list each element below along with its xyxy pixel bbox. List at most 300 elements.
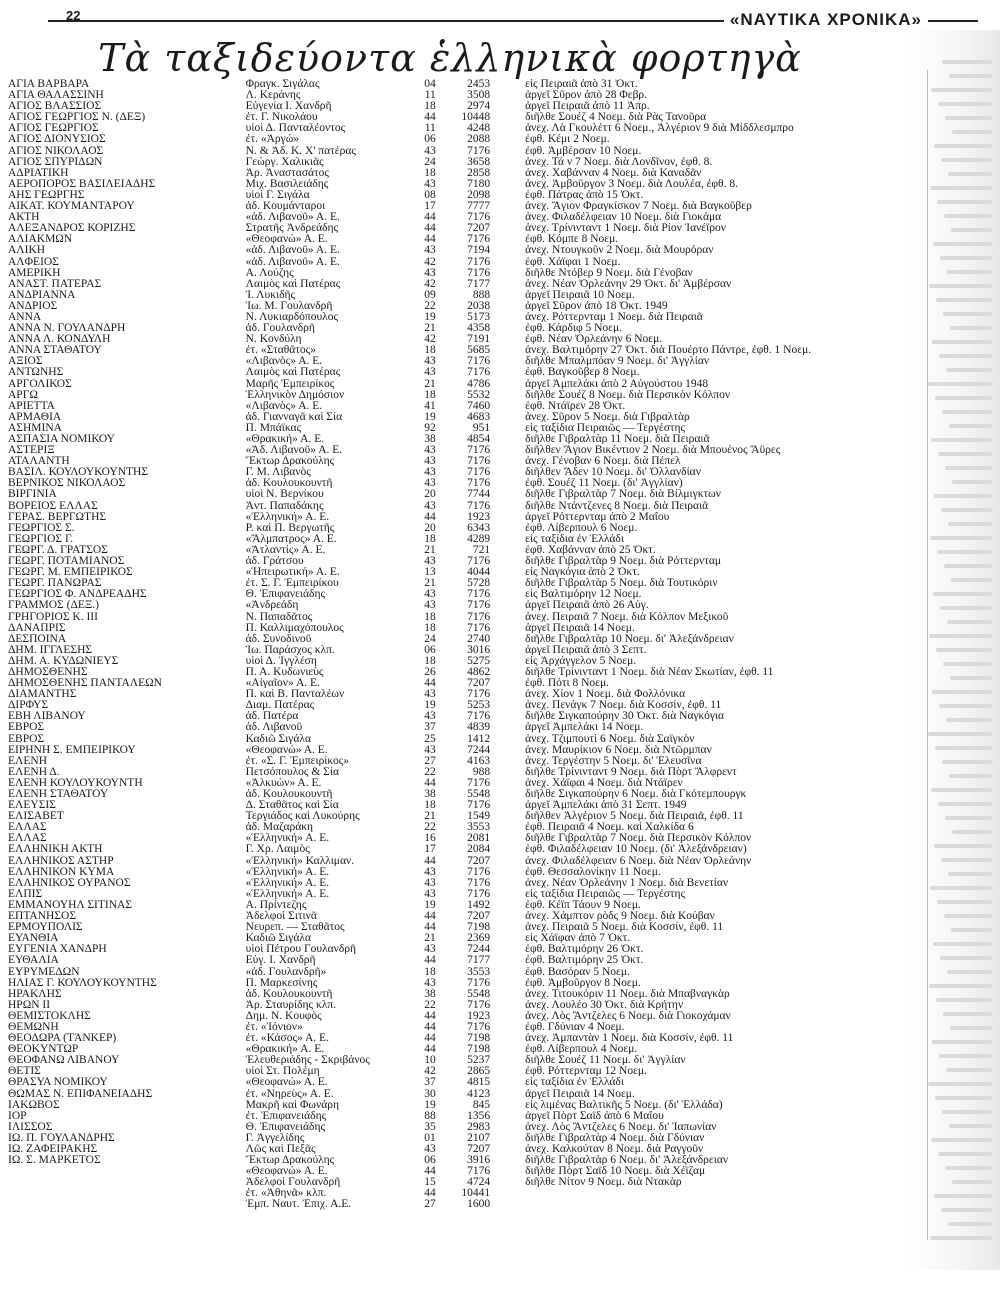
ship-name: ΙΑΚΩΒΟΣ [8, 1098, 60, 1110]
ship-owner: Μακρῆ καὶ Φωνάρη [245, 1098, 339, 1110]
ship-owner: Θ. Ἐπιφανειάδης [245, 1120, 326, 1132]
ship-tonnage: 7244 [467, 743, 491, 755]
ship-owner: «Λιβανὸς» Α. Ε. [245, 355, 323, 367]
ship-name: ΘΕΟΚΥΝΤΩΡ [8, 1043, 79, 1055]
facing-page-edge [908, 30, 1000, 1270]
ship-row [8, 1187, 884, 1198]
ship-tonnage: 7176 [467, 799, 491, 811]
ship-owner: Ἐμπ. Ναυτ. Ἐπιχ. Α.Ε. [245, 1198, 352, 1210]
facing-page-text-line [947, 970, 992, 974]
ship-tonnage: 7176 [467, 477, 491, 489]
ship-row [8, 633, 884, 644]
ship-code: 22 [424, 998, 436, 1010]
ship-name: ΑΓΙΑ ΘΑΛΑΣΣΙΝΗ [8, 89, 104, 101]
ship-status: διῆλθε Σουέζ 11 Νοεμ. δι' Ἀγγλίαν [525, 1054, 686, 1066]
ship-name: ΑΕΡΟΠΟΡΟΣ ΒΑΣΙΛΕΙΑΔΗΣ [8, 177, 156, 189]
ship-status: ἀνεχ. Λουλέο 30 Ὀκτ. διὰ Κρήτην [525, 998, 684, 1010]
ship-owner: ἀδ. Γράτσου [245, 555, 304, 567]
facing-page-text-line [938, 802, 992, 806]
ship-status: εἰς ταξίδια Πειραιῶς — Τεργέστης [525, 887, 686, 899]
ship-owner: Καδιῶ Σιγάλα [245, 932, 312, 944]
ship-owner: Ἀδελφοὶ Σιτινᾶ [245, 910, 317, 922]
ship-row [8, 133, 884, 144]
ship-code: 18 [424, 166, 436, 178]
ship-owner: «Θεοφανώ» Α. Ε. [245, 1076, 328, 1088]
ship-owner: Στρατῆς Ἀνδρεάδης [245, 222, 339, 234]
ship-code: 22 [424, 821, 436, 833]
ship-status: διῆλθε Γιβραλτὰρ 11 Νοεμ. διὰ Πειραιᾶ [525, 433, 710, 445]
ship-status: ἀνεχ. Γένοβαν 6 Νοεμ. διὰ Πέπελ [525, 455, 681, 467]
ship-code: 17 [424, 843, 436, 855]
ship-name: ΘΩΜΑΣ Ν. ΕΠΙΦΑΝΕΙΑΔΗΣ [8, 1087, 153, 1099]
ship-row [8, 954, 884, 965]
ship-code: 18 [424, 799, 436, 811]
ship-name: ΔΗΜ. Α. ΚΥΔΩΝΙΕΥΣ [8, 654, 119, 666]
ship-code: 21 [424, 577, 436, 589]
facing-page-text-line [931, 788, 992, 792]
ship-owner: Λαιμὸς καὶ Πατέρας [245, 277, 341, 289]
ship-row [8, 932, 884, 943]
facing-page-text-line [940, 256, 992, 260]
ship-name: ΑΝΝΑ Λ. ΚΟΝΔΥΛΗ [8, 333, 111, 345]
ship-owner: «Θεοφανώ» Α. Ε. [245, 743, 328, 755]
ship-tonnage: 7207 [467, 222, 491, 234]
ship-row [8, 577, 884, 588]
ship-status: διῆλθε Ντάντζενες 8 Νοεμ. διὰ Πειραιᾶ [525, 499, 709, 511]
ship-code: 43 [424, 144, 436, 156]
ship-code: 18 [424, 388, 436, 400]
ship-row [8, 378, 884, 389]
ship-status: ἀνεχ. Ἅγιον Φραγκίσκον 7 Νοεμ. διὰ Βαγκοῦβερ [525, 200, 752, 212]
facing-page-text-line [950, 676, 992, 680]
ship-name: ΕΛΛΑΣ [8, 832, 47, 844]
ship-row [8, 222, 884, 233]
ship-owner: Ἕκτωρ Δρακούλης [245, 1154, 335, 1166]
facing-page-text-line [947, 620, 992, 624]
ship-row [8, 555, 884, 566]
ship-owner: Ν. Κονδύλη [245, 333, 302, 345]
ship-owner: Ἰω. Παράσχος κλπ. [245, 643, 335, 655]
ship-row [8, 799, 884, 810]
ship-row [8, 311, 884, 322]
facing-page-text-line [935, 396, 992, 400]
ship-status: διῆλθε Τρίνινταντ 1 Νοεμ. διὰ Νέαν Σκωτίαν, ἐφθ. 11 [525, 665, 774, 678]
ship-tonnage: 4724 [467, 1176, 491, 1188]
ship-owner: υἱοὶ Πέτρου Γουλανδρῆ [245, 943, 357, 955]
ship-status: ἀνεχ. Τά ν 7 Νοεμ. διὰ Λονδῖνον, ἐφθ. 8. [525, 155, 713, 167]
ship-tonnage: 7176 [467, 266, 491, 278]
ship-row [8, 710, 884, 721]
ship-owner: Π. Μπάϊκας [245, 421, 302, 433]
ship-tonnage: 4123 [467, 1087, 491, 1099]
ship-code: 21 [424, 543, 436, 556]
ship-code: 43 [424, 887, 436, 899]
ship-tonnage: 7198 [467, 1043, 491, 1055]
ship-status: ἀνεχ. Χάϊφαι 4 Νοεμ. διὰ Ντάϊρεν [525, 776, 683, 788]
ship-row [8, 977, 884, 988]
ship-row [8, 267, 884, 278]
ship-code: 43 [424, 555, 436, 567]
ship-row [8, 1021, 884, 1032]
ship-row [8, 655, 884, 666]
ship-tonnage: 2084 [467, 843, 491, 855]
ship-owner: «Θρακική» Α. Ε. [245, 1043, 325, 1055]
ship-owner: ἀδ. Γουλανδρῆ [245, 322, 315, 334]
ship-row [8, 111, 884, 122]
ship-row [8, 1143, 884, 1154]
ship-code: 44 [424, 1020, 436, 1033]
ship-row [8, 366, 884, 377]
ship-code: 43 [424, 1143, 436, 1155]
ship-owner: ἀδ. Γιανναγᾶ καὶ Σία [245, 410, 343, 422]
ship-name: ΔΗΜ. ΙΓΓΛΕΣΗΣ [8, 643, 93, 655]
facing-page-text-line [947, 270, 992, 274]
ship-code: 35 [424, 1120, 436, 1132]
ship-owner: Π. Α. Κυδωνιεὺς [245, 665, 324, 678]
ship-row [8, 821, 884, 832]
ship-name: ΔΑΝΑΠΡΙΣ [8, 621, 66, 633]
ship-name: ΗΡΩΝ ΙΙ [8, 998, 51, 1010]
ship-row [8, 855, 884, 866]
facing-page-text-line [944, 564, 992, 568]
ship-name: ΓΕΩΡΓΙΟΣ Γ. [8, 532, 74, 544]
ship-owner: «ἀδ. Λιβανοῦ» Α. Ε. [245, 244, 340, 256]
facing-page-text-line [928, 732, 992, 736]
ship-tonnage: 5685 [467, 344, 491, 356]
ship-status: ἀργεῖ Σῦρον ἀπὸ 18 Ὀκτ. 1949 [525, 299, 668, 311]
ship-name: ΙΛΙΣΣΟΣ [8, 1120, 53, 1132]
ship-status: ἐφθ. Βαλτιμόρην 26 Ὀκτ. [525, 943, 644, 955]
ship-code: 43 [424, 455, 436, 467]
ship-name: ΑΚΤΗ [8, 211, 40, 223]
ship-code: 15 [424, 1176, 436, 1188]
ship-code: 43 [424, 477, 436, 489]
ship-row [8, 533, 884, 544]
facing-page-text-line [952, 480, 992, 484]
ship-name: ΕΛΛΗΝΙΚΟΣ ΑΣΤΗΡ [8, 854, 114, 866]
ship-code: 22 [424, 765, 436, 777]
ship-owner: «Ἑλληνική» Α. Ε. [245, 832, 330, 844]
ship-row [8, 1054, 884, 1065]
facing-page-text-line [948, 1222, 992, 1226]
ship-owner: Α. Λούζης [245, 266, 294, 278]
ship-owner: Ν. & Ἀδ. Κ. Χ' πατέρας [245, 144, 356, 156]
ship-name: ΓΕΩΡΓ. Μ. ΕΜΠΕΙΡΙΚΟΣ [8, 566, 133, 578]
ship-code: 44 [424, 776, 436, 788]
ship-tonnage: 2107 [467, 1131, 491, 1143]
ship-tonnage: 4815 [467, 1076, 491, 1088]
ship-code: 08 [424, 188, 436, 201]
ship-owner: «Ἀνδρεάδη [245, 599, 299, 611]
ship-code: 43 [424, 499, 436, 511]
ship-name: ΑΝΝΑ Ν. ΓΟΥΛΑΝΔΡΗ [8, 322, 126, 334]
ship-owner: Νευρεπ. — Σταθᾶτος [245, 921, 345, 933]
ship-tonnage: 7176 [467, 998, 491, 1010]
ship-tonnage: 2038 [467, 299, 491, 311]
ship-tonnage: 888 [472, 288, 491, 300]
ship-tonnage: 7207 [467, 910, 491, 922]
facing-page-text-line [951, 228, 992, 232]
ship-code: 01 [424, 1131, 436, 1143]
facing-page-text-line [943, 312, 992, 316]
ship-name: ΕΛΕΝΗ ΣΤΑΘΑΤΟΥ [8, 788, 109, 800]
ship-name: ΔΕΣΠΟΙΝΑ [8, 632, 67, 644]
ship-status: ἀργεῖ Ἀμπελάκι ἀπὸ 2 Αὐγούστου 1948 [525, 377, 709, 389]
facing-page-text-line [934, 494, 992, 498]
ship-status: ἀνεχ. Λὰ Γκουλέττ 6 Νοεμ., Ἀλγέριον 9 διὰ Μίδδλεσμπρο [525, 122, 794, 134]
ship-status: διῆλθε Σιγκαπούρην 6 Νοεμ. διὰ Γκότεμπουργκ [525, 788, 747, 800]
ship-tonnage: 4163 [467, 754, 491, 766]
ship-row [8, 755, 884, 766]
ship-name: ΕΛΕΥΣΙΣ [8, 799, 56, 811]
ship-tonnage: 5728 [467, 577, 491, 589]
ship-status: ἐφθ. Λίβερπουλ 4 Νοεμ. [525, 1043, 638, 1055]
ship-name: ΗΡΑΚΛΗΣ [8, 987, 62, 999]
ship-owner: ἐτ. «Νηρεὺς» Α. Ε. [245, 1087, 334, 1099]
ship-status: ἀνεχ. Ρόττερνταμ 1 Νοεμ. διὰ Πειραιᾶ [525, 310, 703, 323]
facing-page-text-line [937, 900, 992, 904]
ship-row [8, 832, 884, 843]
ship-row [8, 256, 884, 267]
ship-tonnage: 5548 [467, 987, 491, 999]
ship-tonnage: 2858 [467, 166, 491, 178]
ship-tonnage: 7244 [467, 943, 491, 955]
ship-code: 42 [424, 255, 436, 267]
ship-tonnage: 1356 [467, 1109, 491, 1121]
ship-row [8, 400, 884, 411]
ship-status: ἐφθ. Κάρδιφ 5 Νοεμ. [525, 322, 623, 334]
ship-name: ΓΕΩΡΓΙΟΣ Φ. ΑΝΔΡΕΑΔΗΣ [8, 588, 147, 600]
ship-row [8, 1088, 884, 1099]
ship-status: ἐφθ. Βαγκοῦβερ 8 Νοεμ. [525, 366, 640, 378]
ship-tonnage: 7176 [467, 355, 491, 367]
facing-page-text-line [938, 1152, 992, 1156]
ship-owner: Λ. Κεράνης [245, 89, 301, 101]
ship-owner: Ἀδελφοὶ Γουλανδρῆ [245, 1176, 341, 1188]
ship-name: ΑΓΙΟΣ ΓΕΩΡΓΙΟΣ [8, 122, 99, 134]
ship-tonnage: 3553 [467, 965, 491, 977]
ship-code: 24 [424, 632, 436, 644]
facing-page-text-line [942, 760, 992, 764]
ship-owner: «Αἰγαῖον» Α. Ε. [245, 677, 320, 689]
ship-tonnage: 7207 [467, 677, 491, 689]
ship-owner: «Ἀδ. Λιβανοῦ» Α. Ε. [245, 444, 343, 456]
ship-name: ΑΣΗΜΙΝΑ [8, 421, 62, 433]
ship-row [8, 1032, 884, 1043]
facing-page-text-line [939, 1054, 992, 1058]
ship-tonnage: 4862 [467, 665, 491, 678]
ship-tonnage: 6343 [467, 521, 491, 533]
ship-code: 27 [424, 754, 436, 766]
ship-owner: «Θεοφανώ» Α. Ε. [245, 1165, 328, 1177]
ship-status: ἀργεῖ Πειραιᾶ 10 Νοεμ. [525, 288, 635, 300]
ship-status: διῆλθε Ντόβερ 9 Νοεμ. διὰ Γένοβαν [525, 266, 693, 278]
facing-page-text-line [943, 662, 992, 666]
ship-status: διῆλθε Σιγκαπούρην 30 Ὀκτ. διὰ Ναγκόγια [525, 710, 725, 722]
ship-code: 88 [424, 1109, 436, 1121]
ship-row [8, 511, 884, 522]
ship-status: ἀνεχ. Φιλαδέλφειαν 10 Νοεμ. διὰ Γιοκάμα [525, 211, 722, 223]
facing-page-text-line [930, 886, 992, 890]
ship-name [8, 1187, 246, 1198]
ship-tonnage: 2453 [467, 78, 491, 90]
ship-name: ΑΝΤΩΝΗΣ [8, 366, 64, 378]
ship-row [8, 1132, 884, 1143]
ship-status: ἐφθ. Κέϊπ Τάουν 9 Νοεμ. [525, 898, 641, 911]
facing-page-text-line [931, 88, 992, 92]
facing-page-text-line [941, 1208, 992, 1212]
ship-row [8, 966, 884, 977]
ship-tonnage: 5532 [467, 388, 491, 400]
ship-owner: ἀδ. Κουλουκουντῆ [245, 987, 333, 999]
ship-owner: Ἰω. Μ. Γουλανδρῆ [245, 299, 333, 311]
facing-page-text-line [929, 284, 992, 288]
ship-code: 18 [424, 344, 436, 356]
ship-tonnage: 7177 [467, 277, 491, 289]
ship-code: 42 [424, 333, 436, 345]
ship-row [8, 721, 884, 732]
ship-status: ἀνεχ. Ἀμβοῦργον 3 Νοεμ. διὰ Λουλέα, ἐφθ. 8. [525, 177, 738, 189]
facing-page-text-line [933, 242, 992, 246]
ship-tonnage: 7777 [467, 200, 491, 212]
ship-code: 26 [424, 665, 436, 678]
ship-status: ἀργεῖ Πειραιᾶ ἀπὸ 26 Αὐγ. [525, 599, 649, 611]
ship-code: 43 [424, 588, 436, 600]
ship-code: 43 [424, 366, 436, 378]
ship-tonnage: 7460 [467, 399, 491, 411]
ship-row [8, 355, 884, 366]
ship-name: ΑΓΙΟΣ ΔΙΟΝΥΣΙΟΣ [8, 133, 106, 145]
ship-status: ἀνεχ. Βαλτιμόρην 27 Ὀκτ. διὰ Πουέρτο Πάντρε, ἐφθ. 1 Νοεμ. [525, 344, 812, 356]
ship-tonnage: 721 [472, 543, 491, 556]
ship-tonnage: 7176 [467, 588, 491, 600]
ship-status: ἐφθ. Θεσσαλονίκην 11 Νοεμ. [525, 865, 661, 877]
ship-name: ΕΥΘΑΛΙΑ [8, 954, 59, 966]
ship-status: διῆλθε Νίτον 9 Νοεμ. διὰ Ντακὰρ [525, 1176, 682, 1188]
ship-name: ΓΕΩΡΓ. ΠΟΤΑΜΙΑΝΟΣ [8, 555, 125, 567]
ship-code: 13 [424, 566, 436, 578]
ship-owner: Λαιμὸς καὶ Πατέρας [245, 366, 341, 378]
ship-status: διῆλθε Γιβραλτὰρ 10 Νοεμ. δι' Ἀλεξάνδρειαν [525, 632, 734, 644]
ship-name: ΔΙΑΜΑΝΤΗΣ [8, 688, 77, 700]
ship-code: 09 [424, 288, 436, 300]
facing-page-text-line [941, 158, 992, 162]
ship-owner: Δημ. Ν. Κουφὸς [245, 1009, 322, 1021]
ship-name: ΕΛΙΣΑΒΕΤ [8, 810, 64, 822]
ship-code: 44 [424, 1032, 436, 1044]
facing-page-text-line [944, 214, 992, 218]
ship-code: 24 [424, 155, 436, 167]
ship-tonnage: 7207 [467, 1143, 491, 1155]
ship-name: ΑΞΙΟΣ [8, 355, 43, 367]
facing-page-text-line [936, 648, 992, 652]
ship-status: εἰς Βαλτιμόρην 12 Νοεμ. [525, 588, 642, 600]
ship-tonnage: 7207 [467, 854, 491, 866]
ship-owner: Π. καὶ Β. Πανταλέων [245, 688, 345, 700]
facing-page-text-line [949, 1124, 992, 1128]
ship-code: 42 [424, 1065, 436, 1077]
ship-name: ΘΡΑΣΥΑ ΝΟΜΙΚΟΥ [8, 1076, 108, 1088]
ship-status: ἀνεχ. Λὸς Ἄντζελες 6 Νοεμ. διὰ Γιοκοχάμαν [525, 1009, 731, 1021]
ship-code: 11 [424, 89, 436, 101]
ship-name: ΕΛΛΗΝΙΚΗ ΑΚΤΗ [8, 843, 103, 855]
ship-row [8, 333, 884, 344]
ship-row [8, 500, 884, 511]
ship-row [8, 1076, 884, 1087]
ship-code: 42 [424, 277, 436, 289]
ship-owner: «Ἀτλαντίς» Α. Ε. [245, 543, 326, 556]
ship-name: ΑΛΕΞΑΝΔΡΟΣ ΚΟΡΙΖΗΣ [8, 222, 136, 234]
facing-page-text-line [930, 536, 992, 540]
ship-tonnage: 5548 [467, 788, 491, 800]
ship-tonnage: 7176 [467, 688, 491, 700]
ship-tonnage: 2098 [467, 188, 491, 201]
ship-tonnage: 7176 [467, 455, 491, 467]
ship-code: 18 [424, 654, 436, 666]
ship-status: ἀνεχ. Χίον 1 Νοεμ. διὰ Φολλόνικα [525, 688, 686, 700]
ship-name: ΕΛΠΙΣ [8, 887, 43, 899]
ship-name: ΑΡΙΕΤΤΑ [8, 399, 55, 411]
ship-tonnage: 7194 [467, 244, 491, 256]
ship-owner: ἐτ. «Σταθᾶτος» [245, 344, 316, 356]
ship-row [8, 78, 884, 89]
ship-tonnage: 1923 [467, 510, 491, 522]
ship-code: 06 [424, 643, 436, 655]
facing-page-text-line [943, 1012, 992, 1016]
ship-name: ΘΕΟΦΑΝΩ ΛΙΒΑΝΟΥ [8, 1054, 120, 1066]
ship-owner: «Θεοφανώ» Α. Ε. [245, 233, 328, 245]
ship-owner: Γ. Χρ. Λαιμὸς [245, 843, 310, 855]
ship-status: ἀνεχ. Καλκούταν 8 Νοεμ. διὰ Ραγγοῦν [525, 1143, 704, 1155]
ship-name: ΙΩ. ΖΑΦΕΙΡΑΚΗΣ [8, 1143, 98, 1155]
ship-status: εἰς ταξίδια Πειραιῶς — Τεργέστης [525, 421, 686, 433]
ship-tonnage: 7176 [467, 211, 491, 223]
ship-status: διῆλθε Γιβραλτὰρ 9 Νοεμ. διὰ Ρόττερνταμ [525, 555, 722, 567]
ship-tonnage: 951 [472, 421, 491, 433]
ship-owner: Γ. Ἀγγελίδης [245, 1131, 305, 1143]
ship-name: ΕΥΡΥΜΕΔΩΝ [8, 965, 80, 977]
ship-row [8, 677, 884, 688]
ship-tonnage: 7176 [467, 1165, 491, 1177]
facing-page-text-line [932, 1040, 992, 1044]
ship-code: 22 [424, 299, 436, 311]
ship-code: 43 [424, 599, 436, 611]
ship-code: 44 [424, 677, 436, 689]
ship-row [8, 910, 884, 921]
ship-status: διῆλθε Μπαλμπόαν 9 Νοεμ. δι' Ἀγγλίαν [525, 355, 710, 367]
ship-status: ἐφθ. Ρόττερνταμ 12 Νοεμ. [525, 1065, 647, 1077]
ship-row [8, 1154, 884, 1165]
ship-code: 43 [424, 710, 436, 722]
ship-owner: «Ἡπειρωτική» Α. Ε. [245, 566, 340, 578]
ship-row [8, 611, 884, 622]
ship-tonnage: 7176 [467, 710, 491, 722]
facing-page-text-line [948, 522, 992, 526]
ship-owner: Διαμ. Πατέρας [245, 699, 315, 711]
ship-row [8, 1110, 884, 1121]
ship-tonnage: 1492 [467, 898, 491, 911]
ship-status: ἀνεχ. Τζιμπουτὶ 6 Νοεμ. διὰ Σαϊγκὸν [525, 732, 695, 744]
ship-tonnage: 1923 [467, 1009, 491, 1021]
ship-tonnage: 2974 [467, 100, 491, 112]
ship-tonnage: 7176 [467, 444, 491, 456]
ship-owner: ἐτ. «Σ. Γ. Ἐμπειρίκος» [245, 754, 349, 766]
ship-code: 19 [424, 898, 436, 911]
facing-page-text-line [930, 186, 992, 190]
ship-code: 38 [424, 788, 436, 800]
ship-code: 17 [424, 200, 436, 212]
ship-name: ΕΛΕΝΗ Δ. [8, 765, 60, 777]
